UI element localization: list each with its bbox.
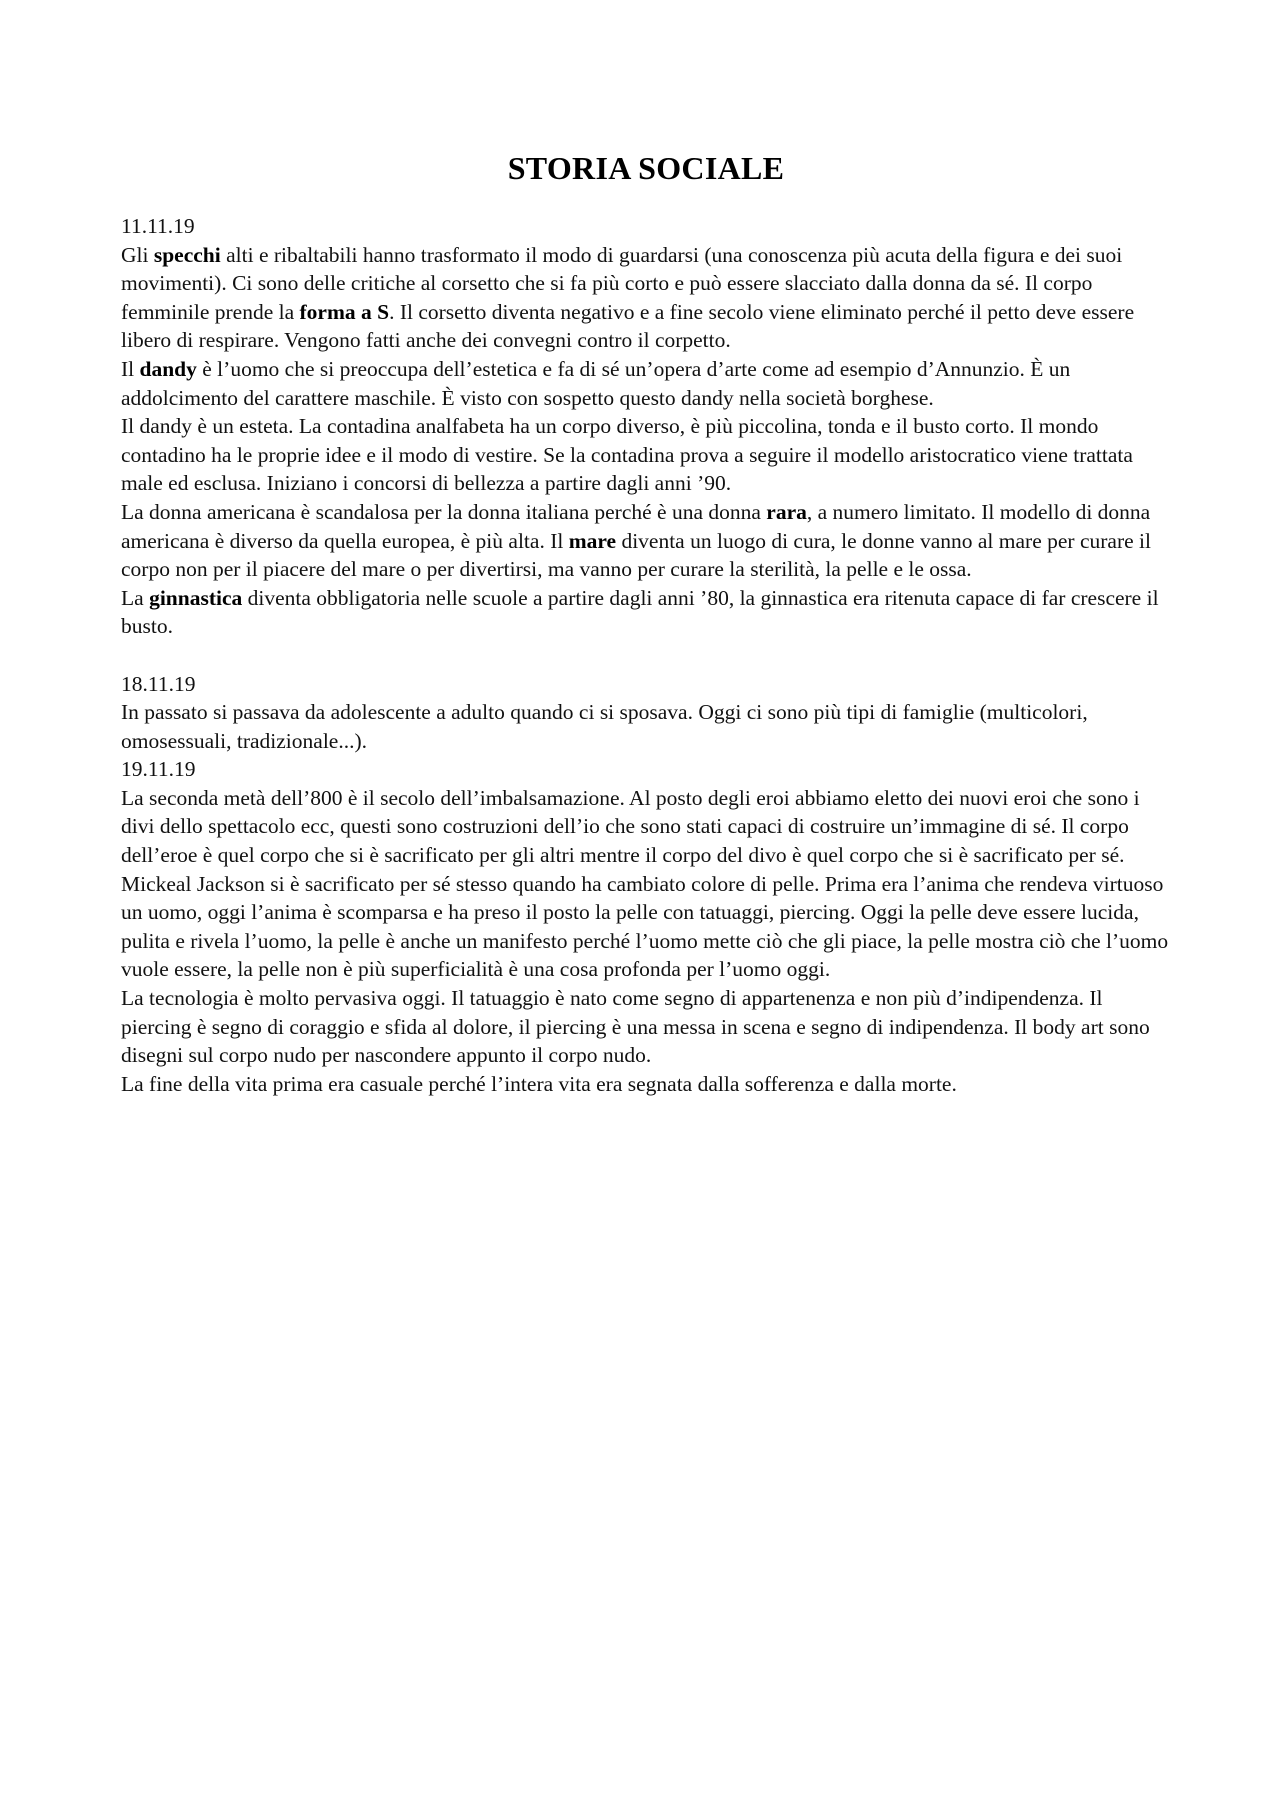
document-body — [121, 212, 1171, 1098]
text-run: Il — [121, 356, 140, 381]
text-run: La tecnologia è molto pervasiva oggi. Il tatuaggio è nato come segno di appartenenza e non più d’indipendenza. Il piercing è segno di coraggio e sfida al dolore, il piercing è una messa in scena e segno di indipendenza. Il body art sono disegni sul corpo nudo per nascondere appunto il corpo nudo. — [121, 986, 1150, 1068]
paragraph — [121, 584, 1171, 641]
section-date: 18.11.19 — [121, 671, 196, 696]
paragraph — [121, 1070, 1171, 1099]
note-section — [121, 755, 1171, 1098]
bold-keyword: dandy — [139, 356, 197, 381]
section-date: 11.11.19 — [121, 214, 195, 238]
paragraph — [121, 355, 1171, 412]
bold-keyword: ginnastica — [149, 585, 243, 610]
bold-keyword: specchi — [153, 242, 221, 267]
text-run: La donna americana è scandalosa per la donna italiana perché è una donna — [121, 499, 767, 524]
bold-keyword: rara — [766, 499, 807, 524]
paragraph — [121, 698, 1171, 755]
document-page — [121, 148, 1171, 1098]
paragraph — [121, 784, 1171, 984]
text-run: La seconda metà dell’800 è il secolo dell’imbalsamazione. Al posto degli eroi abbiamo eletto dei nuovi eroi che sono i divi dello spettacolo ecc, questi sono costruzioni dell’io che sono stati capaci di costruire un’immagine di sé. Il corpo dell’eroe è quel corpo che si è sacrificato per gli altri mentre il corpo del divo è quel corpo che si è sacrificato per sé. Mickeal Jackson si è sacrificato per sé stesso quando ha cambiato colore di pelle. Prima era l’anima che rendeva virtuoso un uomo, oggi l’anima è scomparsa e ha preso il posto la pelle con tatuaggi, piercing. Oggi la pelle deve essere lucida, pulita e rivela l’uomo, la pelle è anche un manifesto perché l’uomo mette ciò che gli piace, la pelle mostra ciò che l’uomo vuole essere, la pelle non è più superficialità è una cosa profonda per l’uomo oggi. — [121, 785, 1169, 982]
bold-keyword: mare — [568, 528, 617, 553]
text-run: Il dandy è un esteta. La contadina analfabeta ha un corpo diverso, è più piccolina, tonda e il busto corto. Il mondo contadino ha le proprie idee e il modo di vestire. Se la contadina prova a seguire il modello aristocratico viene trattata male ed esclusa. Iniziano i concorsi di bellezza a partire dagli anni ’90. — [121, 414, 1133, 496]
bold-keyword: forma a S — [299, 299, 390, 324]
document-title: STORIA SOCIALE — [507, 150, 785, 186]
note-section — [121, 670, 1171, 756]
text-run: . Il corsetto diventa negativo e a fine secolo viene eliminato perché il petto deve essere libero di respirare. Vengono fatti anche dei convegni contro il corpetto. — [121, 299, 1135, 353]
text-run: La fine della vita prima era casuale perché l’intera vita era segnata dalla sofferenza e dalla morte. — [121, 1071, 957, 1096]
note-section — [121, 212, 1171, 641]
text-run: diventa un luogo di cura, le donne vanno al mare per curare il corpo non per il piacere del mare o per divertirsi, ma vanno per curare la sterilità, la pelle e le ossa. — [121, 528, 1151, 582]
paragraph — [121, 984, 1171, 1070]
text-run: diventa obbligatoria nelle scuole a partire dagli anni ’80, la ginnastica era ritenuta capace di far crescere il busto. — [121, 585, 1159, 639]
text-run: alti e ribaltabili hanno trasformato il modo di guardarsi (una conoscenza più acuta della figura e dei suoi movimenti). Ci sono delle critiche al corsetto che si fa più corto e può essere slacciato dalla donna da sé. Il corpo femminile prende la — [121, 242, 1123, 324]
section-date: 19.11.19 — [121, 757, 196, 782]
paragraph — [121, 412, 1171, 498]
text-run: In passato si passava da adolescente a adulto quando ci si sposava. Oggi ci sono più tipi di famiglie (multicolori, omosessuali, tradizionale...). — [121, 700, 1088, 753]
paragraph — [121, 498, 1171, 584]
text-run: è l’uomo che si preoccupa dell’estetica e fa di sé un’opera d’arte come ad esempio d’Annunzio. È un addolcimento del carattere maschile. È visto con sospetto questo dandy nella società borghese. — [121, 356, 1071, 410]
text-run: La — [121, 585, 150, 610]
text-run: Gli — [121, 242, 154, 267]
text-run: , a numero limitato. Il modello di donna americana è diverso da quella europea, è più alta. Il — [121, 499, 1151, 553]
paragraph — [121, 241, 1171, 355]
